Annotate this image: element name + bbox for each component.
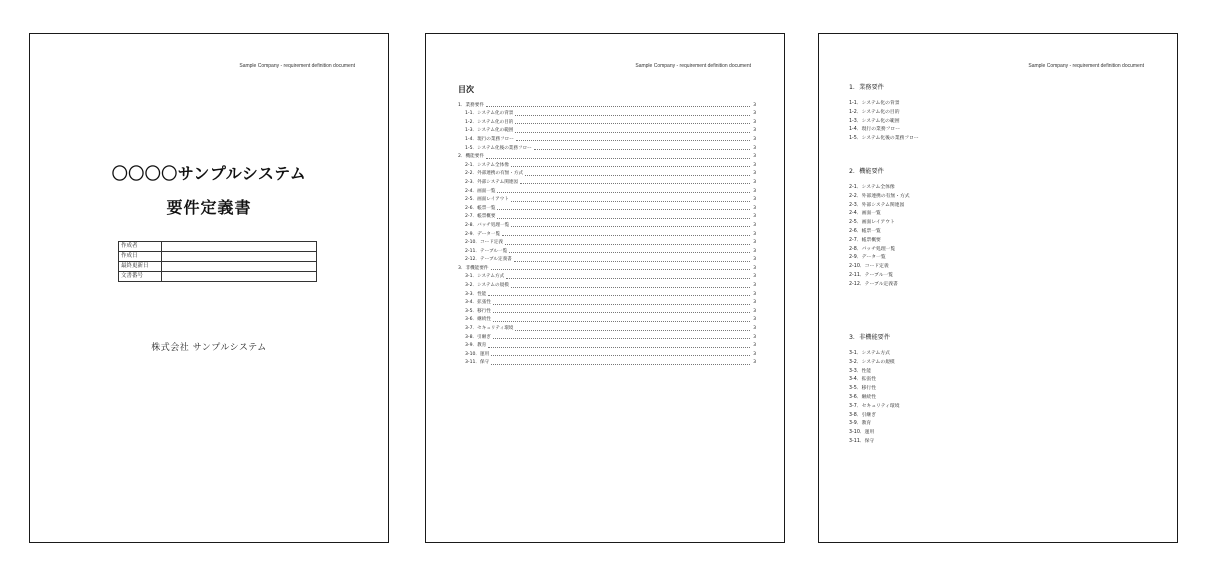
toc-leader-dots [493,338,750,339]
toc-entry[interactable] [458,263,756,272]
toc-entry[interactable] [458,280,756,289]
toc-entry[interactable] [458,109,756,118]
toc-entry[interactable] [458,238,756,247]
page-header: Sample Company - requirement definition document [635,63,751,69]
list-item: 2-8．バッチ処理一覧 [849,246,896,252]
toc-page-number: 3 [753,154,756,160]
info-value [162,242,317,252]
toc-entry[interactable] [458,160,756,169]
toc-page-number: 3 [753,326,756,332]
toc-leader-dots [491,269,751,270]
toc-entry[interactable] [458,358,756,367]
toc-entry-text: 3-1．システム方式 [465,274,505,280]
toc-entry-text: 1-2．システム化の目的 [465,119,514,125]
toc-page-number: 3 [753,308,756,314]
list-item: 2-11．テーブル一覧 [849,272,894,278]
toc-entry[interactable] [458,315,756,324]
toc-entry[interactable] [458,152,756,161]
toc-entry-text: 3-2．システムの規模 [465,283,509,289]
toc-entry[interactable] [458,134,756,143]
info-value [162,252,317,262]
toc-leader-dots [514,261,750,262]
toc-entry[interactable] [458,220,756,229]
toc-leader-dots [511,226,750,227]
toc-entry-text: 2-1．システム全体像 [465,162,509,168]
toc-entry[interactable] [458,177,756,186]
toc-page-number: 3 [753,188,756,194]
toc-page-number: 3 [753,274,756,280]
toc-entry-text: 1-5．システム化後の業務フロー [465,145,532,151]
toc-entry[interactable] [458,349,756,358]
toc-entry[interactable] [458,255,756,264]
toc-entry-text: 2-4．画面一覧 [465,188,496,194]
toc-entry[interactable] [458,323,756,332]
toc-leader-dots [511,166,750,167]
list-item: 3-8．引継ぎ [849,412,877,418]
toc-leader-dots [515,115,750,116]
toc-entry-text: 1-3．システム化の範囲 [465,128,514,134]
list-item: 2-2．外部連携の有無・方式 [849,193,910,199]
company-name: 株式会社 サンプルシステム [151,343,267,353]
list-item: 2-3．外部システム関連図 [849,202,905,208]
info-value [162,272,317,282]
toc-page-number: 3 [753,265,756,271]
toc-page-number: 3 [753,240,756,246]
toc-leader-dots [486,158,750,159]
toc-entry[interactable] [458,306,756,315]
list-item: 2-4．画面一覧 [849,211,881,217]
section-heading: 3．非機能要件 [849,334,891,341]
toc-entry[interactable] [458,195,756,204]
toc-page-number: 3 [753,231,756,237]
toc-page-number: 3 [753,214,756,220]
section-heading: 1．業務要件 [849,84,884,91]
toc-page-number: 3 [753,119,756,125]
toc-entry-text: 2-3．外部システム関連図 [465,179,518,185]
toc-entry[interactable] [458,246,756,255]
toc-entry-text: 3-7．セキュリティ環境 [465,326,514,332]
toc-entry-text: 2-7．帳票概要 [465,214,496,220]
section-heading: 2．機能要件 [849,168,884,175]
list-item: 1-3．システム化の範囲 [849,118,900,124]
list-item: 2-6．帳票一覧 [849,228,881,234]
outline-section [849,168,910,290]
toc-entry[interactable] [458,203,756,212]
toc-entry-text: 1．業務要件 [458,102,484,108]
toc-page-number: 3 [753,111,756,117]
toc-entry-text: 2-11．テーブル一覧 [465,248,508,254]
list-item: 1-1．システム化の背景 [849,101,900,106]
page-header: Sample Company - requirement definition document [1028,63,1144,69]
list-item: 3-10．運用 [849,430,875,436]
list-item: 3-2．システムの規模 [849,359,895,365]
toc-leader-dots [493,304,750,305]
toc-entry-text: 3-3．性能 [465,291,487,297]
toc-page-number: 3 [753,334,756,340]
toc-page-number: 3 [753,360,756,366]
toc-entry[interactable] [458,332,756,341]
toc-page-number: 3 [753,291,756,297]
toc-leader-dots [509,252,750,253]
toc-leader-dots [493,321,750,322]
list-item: 3-6．継続性 [849,394,877,400]
table-row [119,242,317,252]
toc-entry-text: 2．機能要件 [458,154,484,160]
toc-entry[interactable] [458,229,756,238]
toc-leader-dots [497,192,750,193]
toc-entry-text: 1-4．現行の業務フロー [465,136,514,142]
page-header: Sample Company - requirement definition document [239,63,355,69]
list-item: 2-5．画面レイアウト [849,220,895,226]
toc-entry-text: 3-5．移行性 [465,308,491,314]
list-item: 1-4．現行の業務フロー [849,127,901,133]
toc-page-number: 3 [753,128,756,134]
toc-page-number: 3 [753,222,756,228]
toc-entry[interactable] [458,100,756,109]
toc-leader-dots [534,149,750,150]
outline-page [818,33,1178,543]
toc-leader-dots [516,140,750,141]
toc-leader-dots [511,201,750,202]
toc-leader-dots [497,218,750,219]
toc-leader-dots [515,330,750,331]
toc-title: 目次 [458,85,474,94]
info-label: 作成日 [119,252,162,262]
toc-leader-dots [488,347,750,348]
toc-entry-text: 2-5．画面レイアウト [465,197,509,203]
toc-entry-text: 3-11．保守 [465,360,490,366]
list-item: 3-9．教育 [849,421,872,427]
toc-page-number: 3 [753,248,756,254]
toc-entry-text: 3-6．継続性 [465,317,491,323]
list-item: 3-7．セキュリティ環境 [849,403,900,409]
table-row [119,252,317,262]
toc-page-number: 3 [753,351,756,357]
toc-page-number: 3 [753,197,756,203]
toc-page-number: 3 [753,145,756,151]
cover-title-line2: 要件定義書 [166,198,252,217]
info-value [162,262,317,272]
toc-page-number: 3 [753,257,756,263]
cover-page [29,33,389,543]
toc-leader-dots [493,312,750,313]
info-label: 作成者 [119,242,162,252]
toc-page [425,33,785,543]
list-item: 3-11．保守 [849,438,875,444]
list-item: 2-10．コード定義 [849,264,889,270]
list-item: 3-1．システム方式 [849,351,890,356]
toc-leader-dots [491,364,750,365]
toc-leader-dots [511,287,750,288]
toc-entry-text: 2-9．データ一覧 [465,231,501,237]
list-item: 1-5．システム化後の業務フロー [849,136,919,142]
cover-title-line1: 〇〇〇〇サンプルシステム [111,164,307,183]
toc-entry-text: 1-1．システム化の背景 [465,111,514,117]
toc-entry[interactable] [458,289,756,298]
list-item: 3-3．性能 [849,368,872,374]
toc-leader-dots [488,295,750,296]
toc-page-number: 3 [753,179,756,185]
toc-entry[interactable] [458,117,756,126]
toc-leader-dots [497,209,750,210]
info-label: 最終更新日 [119,262,162,272]
toc-entry[interactable] [458,341,756,350]
list-item: 2-12．テーブル定義書 [849,281,898,287]
toc-leader-dots [506,278,750,279]
toc-entry[interactable] [458,143,756,152]
toc-list [458,100,756,366]
toc-entry-text: 3-8．引継ぎ [465,334,491,340]
toc-leader-dots [515,132,750,133]
toc-page-number: 3 [753,205,756,211]
toc-page-number: 3 [753,136,756,142]
toc-entry[interactable] [458,298,756,307]
outline-section [849,84,919,144]
table-row [119,272,317,282]
toc-leader-dots [502,235,750,236]
toc-entry[interactable] [458,126,756,135]
list-item: 2-1．システム全体像 [849,185,895,190]
toc-entry-text: 3-10．運用 [465,351,490,357]
toc-entry-text: 2-6．帳票一覧 [465,205,496,211]
toc-page-number: 3 [753,171,756,177]
toc-leader-dots [486,106,750,107]
toc-leader-dots [491,355,750,356]
toc-entry[interactable] [458,186,756,195]
toc-entry[interactable] [458,169,756,178]
toc-entry-text: 2-2．外部連携の有無・方式 [465,171,524,177]
toc-page-number: 3 [753,343,756,349]
toc-page-number: 3 [753,162,756,168]
document-info-table [118,241,317,282]
toc-entry-text: 3．非機能要件 [458,265,489,271]
toc-page-number: 3 [753,283,756,289]
toc-entry[interactable] [458,272,756,281]
toc-entry[interactable] [458,212,756,221]
toc-leader-dots [505,244,750,245]
toc-page-number: 3 [753,300,756,306]
list-item: 1-2．システム化の目的 [849,109,900,115]
list-item: 2-9．データ一覧 [849,255,886,261]
toc-leader-dots [525,175,750,176]
toc-entry-text: 2-12．テーブル定義書 [465,257,512,263]
toc-entry-text: 2-10．コード定義 [465,240,503,246]
toc-page-number: 3 [753,102,756,108]
toc-entry-text: 3-9．教育 [465,343,487,349]
toc-entry-text: 2-8．バッチ処理一覧 [465,222,510,228]
toc-leader-dots [520,183,750,184]
toc-page-number: 3 [753,317,756,323]
table-row [119,262,317,272]
list-item: 3-4．拡張性 [849,377,877,383]
toc-entry-text: 3-4．拡張性 [465,300,491,306]
info-label: 文書番号 [119,272,162,282]
outline-section [849,334,900,447]
list-item: 2-7．帳票概要 [849,237,881,243]
list-item: 3-5．移行性 [849,386,877,392]
toc-leader-dots [515,123,750,124]
